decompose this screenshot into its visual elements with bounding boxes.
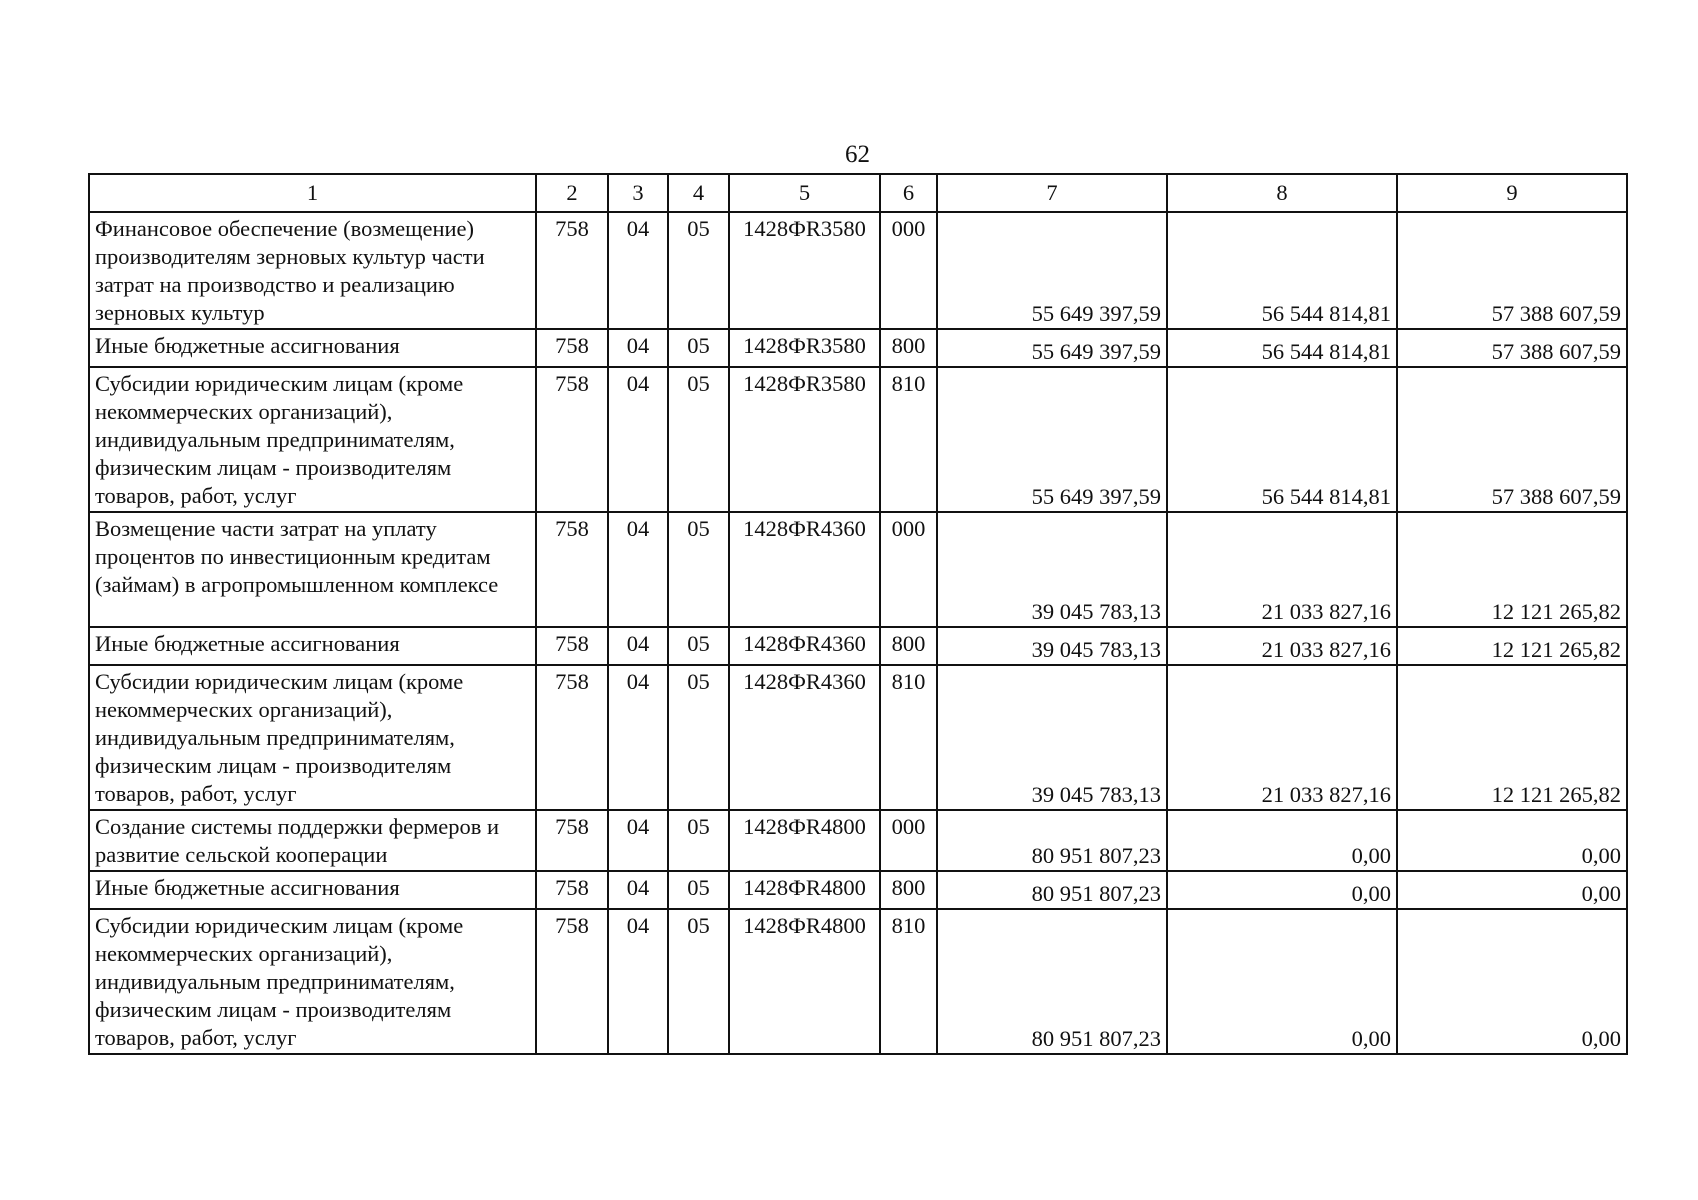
target-article-cell: 1428ФR3580 [729,212,880,329]
expense-type-cell: 800 [880,871,937,909]
table-row [89,810,1627,871]
amount-cell: 57 388 607,59 [1397,329,1627,367]
expense-type-cell: 810 [880,367,937,512]
ministry-code-cell: 758 [536,665,608,810]
amount-cell: 12 121 265,82 [1397,512,1627,627]
expense-type-cell: 000 [880,212,937,329]
table-row [89,909,1627,1054]
ministry-code-cell: 758 [536,212,608,329]
subsection-code-cell: 05 [668,871,729,909]
row-name-cell: Иные бюджетные ассигнования [89,871,536,909]
amount-cell: 56 544 814,81 [1167,212,1397,329]
subsection-code-cell: 05 [668,627,729,665]
subsection-code-cell: 05 [668,810,729,871]
column-header: 8 [1167,174,1397,212]
table-row [89,627,1627,665]
table-row [89,665,1627,810]
expense-type-cell: 800 [880,627,937,665]
row-name-cell: Возмещение части затрат на уплату процентов по инвестиционным кредитам (займам) в агропромышленном комплексе [89,512,536,627]
section-code-cell: 04 [608,212,668,329]
section-code-cell: 04 [608,367,668,512]
amount-cell: 12 121 265,82 [1397,627,1627,665]
section-code-cell: 04 [608,871,668,909]
row-name-cell: Иные бюджетные ассигнования [89,627,536,665]
amount-cell: 21 033 827,16 [1167,627,1397,665]
row-name-cell: Субсидии юридическим лицам (кроме некоммерческих организаций), индивидуальным предпринимателям, физическим лицам - производителям товаров, работ, услуг [89,665,536,810]
column-header: 9 [1397,174,1627,212]
amount-cell: 55 649 397,59 [937,367,1167,512]
amount-cell: 39 045 783,13 [937,512,1167,627]
target-article-cell: 1428ФR4800 [729,871,880,909]
target-article-cell: 1428ФR4360 [729,512,880,627]
amount-cell: 80 951 807,23 [937,810,1167,871]
target-article-cell: 1428ФR3580 [729,329,880,367]
target-article-cell: 1428ФR4360 [729,627,880,665]
column-header: 2 [536,174,608,212]
table-row [89,871,1627,909]
subsection-code-cell: 05 [668,909,729,1054]
ministry-code-cell: 758 [536,329,608,367]
budget-table [88,173,1628,1055]
amount-cell: 57 388 607,59 [1397,212,1627,329]
column-header: 4 [668,174,729,212]
subsection-code-cell: 05 [668,212,729,329]
table-row [89,367,1627,512]
row-name-cell: Создание системы поддержки фермеров и развитие сельской кооперации [89,810,536,871]
section-code-cell: 04 [608,909,668,1054]
subsection-code-cell: 05 [668,329,729,367]
amount-cell: 55 649 397,59 [937,212,1167,329]
table-row [89,512,1627,627]
amount-cell: 0,00 [1167,909,1397,1054]
table-row [89,329,1627,367]
subsection-code-cell: 05 [668,512,729,627]
page-number: 62 [845,141,870,168]
target-article-cell: 1428ФR4800 [729,810,880,871]
section-code-cell: 04 [608,627,668,665]
amount-cell: 56 544 814,81 [1167,329,1397,367]
table-row [89,212,1627,329]
column-header: 7 [937,174,1167,212]
section-code-cell: 04 [608,512,668,627]
section-code-cell: 04 [608,329,668,367]
amount-cell: 0,00 [1397,871,1627,909]
amount-cell: 80 951 807,23 [937,871,1167,909]
target-article-cell: 1428ФR4360 [729,665,880,810]
amount-cell: 0,00 [1397,810,1627,871]
amount-cell: 12 121 265,82 [1397,665,1627,810]
amount-cell: 0,00 [1167,871,1397,909]
row-name-cell: Финансовое обеспечение (возмещение) производителям зерновых культур части затрат на производство и реализацию зерновых культур [89,212,536,329]
amount-cell: 0,00 [1167,810,1397,871]
column-header: 6 [880,174,937,212]
section-code-cell: 04 [608,665,668,810]
column-header: 3 [608,174,668,212]
table-header-row [89,174,1627,212]
row-name-cell: Субсидии юридическим лицам (кроме некоммерческих организаций), индивидуальным предпринимателям, физическим лицам - производителям товаров, работ, услуг [89,909,536,1054]
ministry-code-cell: 758 [536,512,608,627]
row-name-cell: Субсидии юридическим лицам (кроме некоммерческих организаций), индивидуальным предпринимателям, физическим лицам - производителям товаров, работ, услуг [89,367,536,512]
ministry-code-cell: 758 [536,871,608,909]
amount-cell: 56 544 814,81 [1167,367,1397,512]
section-code-cell: 04 [608,810,668,871]
subsection-code-cell: 05 [668,367,729,512]
ministry-code-cell: 758 [536,810,608,871]
amount-cell: 0,00 [1397,909,1627,1054]
amount-cell: 57 388 607,59 [1397,367,1627,512]
target-article-cell: 1428ФR4800 [729,909,880,1054]
column-header: 5 [729,174,880,212]
row-name-cell: Иные бюджетные ассигнования [89,329,536,367]
expense-type-cell: 000 [880,512,937,627]
target-article-cell: 1428ФR3580 [729,367,880,512]
ministry-code-cell: 758 [536,627,608,665]
subsection-code-cell: 05 [668,665,729,810]
expense-type-cell: 810 [880,665,937,810]
expense-type-cell: 000 [880,810,937,871]
amount-cell: 39 045 783,13 [937,665,1167,810]
amount-cell: 80 951 807,23 [937,909,1167,1054]
amount-cell: 39 045 783,13 [937,627,1167,665]
ministry-code-cell: 758 [536,909,608,1054]
expense-type-cell: 810 [880,909,937,1054]
amount-cell: 55 649 397,59 [937,329,1167,367]
amount-cell: 21 033 827,16 [1167,665,1397,810]
expense-type-cell: 800 [880,329,937,367]
amount-cell: 21 033 827,16 [1167,512,1397,627]
column-header: 1 [89,174,536,212]
ministry-code-cell: 758 [536,367,608,512]
